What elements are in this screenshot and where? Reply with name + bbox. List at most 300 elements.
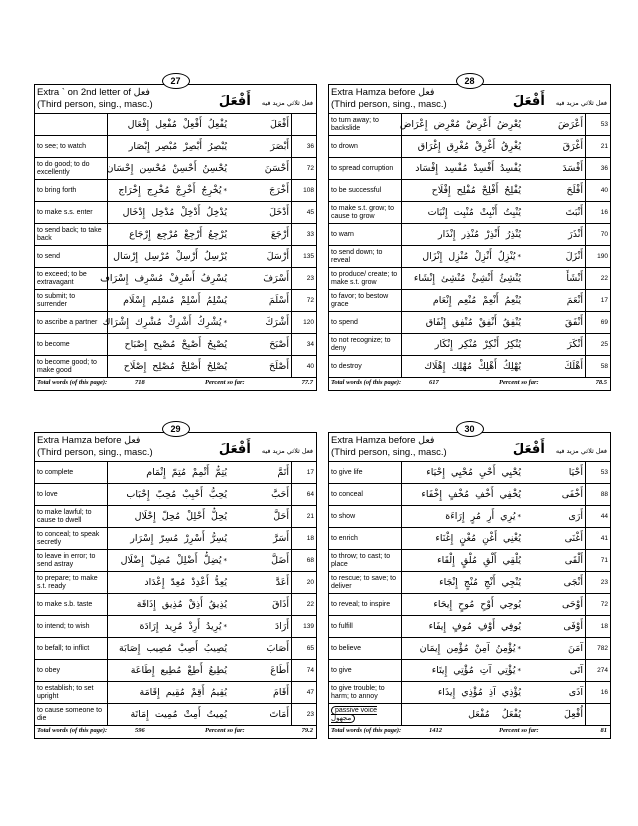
arabic-form: يُفْعَلُ [501,709,521,720]
table-row [35,462,317,484]
table-row [35,290,317,312]
arabic-form: إِرْجَاع [129,229,151,240]
arabic-form: مُصْبِح [153,339,176,350]
arabic-form: يُغْرِقُ [501,141,521,152]
total-label: Total words (of this page): [37,379,108,386]
arabic-forms-cell [108,528,292,550]
lesson-panel-29 [34,424,317,739]
count-cell: 21 [586,136,611,158]
arabic-form: أَمَاتَ [269,709,289,720]
arabic-form: يُصْلِحُ [206,361,227,372]
arabic-forms-cell [108,572,292,594]
count-cell: 20 [292,572,317,594]
verb-table [34,461,317,726]
arabic-form: أَحْبِبْ [182,489,203,500]
arabic-form: إِمَاتَة [130,709,149,720]
table-row [329,136,611,158]
arabic-form: أَحْلِلْ [186,511,206,522]
count-cell: 64 [292,484,317,506]
arabic-form: إِحْبَاب [126,489,150,500]
arabic-form: إِنْبَات [427,207,448,218]
count-cell: 108 [292,180,317,202]
arabic-form: مُصِيب [146,643,172,654]
arabic-form: أَخْرَجَ [269,185,289,196]
arabic-form: أَحْسِنْ [172,163,197,174]
arabic-form: إِهْلَاك [424,361,446,372]
arabic-form: إِحْسَان [106,163,134,174]
arabic-form: مُنْجٍ [463,577,479,588]
count-cell: 40 [292,356,317,378]
table-row [329,616,611,638]
arabic-form: مُفْعِل [155,119,177,130]
count-cell: 22 [292,594,317,616]
arabic-form: مُسْلِم [151,295,175,306]
arabic-form: آمَنَ [568,643,583,654]
table-row [329,550,611,572]
total-label: Total words (of this page): [331,727,402,734]
header-arabic [513,438,607,457]
meaning-cell: to become [35,334,108,356]
arabic-form: آتِ [479,665,492,676]
arabic-form: مُنْفِق [452,317,473,328]
arabic-forms-cell [108,334,292,356]
meaning-cell: to send back; to take back [35,224,108,246]
arabic-form: إِنْذَار [438,229,456,240]
arabic-form: إِغْنَاء [435,533,454,544]
arabic-form: أَفْعَلَ [270,119,289,130]
arabic-forms-cell [108,638,292,660]
header-form: أَفْعَلَ [512,94,545,109]
header-line-1: Extra ` on 2nd letter of فعل [37,87,150,98]
meaning-cell: to spend [329,312,402,334]
table-row [329,356,611,378]
count-cell: 23 [292,268,317,290]
count-cell: 72 [586,594,611,616]
arabic-form: مُنْشِئ [441,273,466,284]
table-row [35,682,317,704]
arabic-form: أَسْلَمَ [268,295,289,306]
arabic-form: أَنْزَلَ [565,251,583,262]
arabic-form: إِسْرَار [130,533,154,544]
arabic-form: مُفْسِد [444,163,468,174]
table-row [329,180,611,202]
table-row [35,572,317,594]
star-mark: * [223,557,227,565]
arabic-forms-cell [402,660,586,682]
meaning-cell: to throw; to cast; to place [329,550,402,572]
count-cell: 23 [292,704,317,726]
arabic-forms-cell [402,550,586,572]
lesson-panel-27 [34,76,317,391]
header-arabic [219,90,313,109]
header-note: فعل ثلاثي مزيد فيه [261,99,313,107]
header-form: أَفْعَلَ [218,442,251,457]
arabic-form: يُخْفِي [499,489,521,500]
meaning-cell: to make lawful; to cause to dwell [35,506,108,528]
arabic-form: يُطِيعُ [208,665,227,676]
count-cell: 41 [586,528,611,550]
arabic-form: إِلْقَاء [437,555,455,566]
meaning-cell: to love [35,484,108,506]
arabic-form: يُذِيقُ [208,599,227,610]
meaning-cell: to establish; to set upright [35,682,108,704]
arabic-forms-cell [402,682,586,704]
arabic-form: مُوحٍ [458,599,475,610]
percent-value: 81 [600,727,607,734]
table-row [329,114,611,136]
meaning-cell: to befall; to inflict [35,638,108,660]
table-row [329,704,611,726]
star-mark: * [517,253,521,261]
arabic-form: يُهْلِكُ [502,361,521,372]
arabic-form: مُؤْذِي [461,687,483,698]
arabic-form: أَنْجِ [484,577,496,588]
count-cell: 18 [292,528,317,550]
arabic-form: مُنْزِل [448,251,469,262]
arabic-form: أَشْرَكَ [265,317,289,328]
meaning-cell: to prepare; to make s.t. ready [35,572,108,594]
count-cell [292,114,317,136]
header-note: فعل ثلاثي مزيد فيه [555,447,607,455]
arabic-forms-cell [402,506,586,528]
total-value: 617 [429,379,439,386]
count-cell: 17 [292,462,317,484]
header-note: فعل ثلاثي مزيد فيه [261,447,313,455]
table-row [329,506,611,528]
table-row [329,572,611,594]
arabic-form: يُؤْذِي [501,687,521,698]
arabic-forms-cell [402,268,586,290]
meaning-cell: to bring forth [35,180,108,202]
count-cell: 88 [586,484,611,506]
meaning-cell: to cause someone to die [35,704,108,726]
table-row [35,136,317,158]
arabic-form: يُعِدُّ [214,577,227,588]
count-cell: 45 [292,202,317,224]
arabic-form: مُلْقٍ [460,555,478,566]
total-value: 596 [135,727,145,734]
arabic-form: إِحْيَاء [426,467,445,478]
total-value: 1412 [429,727,442,734]
table-row [329,158,611,180]
count-cell: 36 [586,158,611,180]
header-line-2: (Third person, sing., masc.) [331,447,447,458]
arabic-forms-cell [108,114,292,136]
arabic-form: أَحَبَّ [271,489,289,500]
meaning-cell: to send down; to reveal [329,246,402,268]
meaning-cell: to favor; to bestow grace [329,290,402,312]
count-cell: 72 [292,290,317,312]
arabic-form: يُرْجِعُ [208,229,227,240]
table-row [329,462,611,484]
meaning-cell: to enrich [329,528,402,550]
arabic-form: مُخْفٍ [448,489,470,500]
table-row [35,594,317,616]
arabic-form: مُحْيِي [450,467,473,478]
arabic-form: إِخْرَاج [118,185,141,196]
table-row [329,682,611,704]
panel-header [34,76,317,113]
arabic-form: مُسْرِف [134,273,164,284]
arabic-form: آمِنْ [474,643,490,654]
header-line-2: (Third person, sing., masc.) [331,99,447,110]
arabic-form: أَشْرِكْ [167,317,192,328]
arabic-forms-cell [108,356,292,378]
arabic-form: أَسْرَفَ [263,273,289,284]
header-note: فعل ثلاثي مزيد فيه [555,99,607,107]
meaning-cell: to give trouble; to harm; to annoy [329,682,402,704]
verb-table [328,461,611,726]
count-cell: 65 [292,638,317,660]
total-label: Total words (of this page): [37,727,108,734]
arabic-form: أَغْنَى [564,533,583,544]
table-row [329,246,611,268]
count-cell: 22 [586,268,611,290]
arabic-form: يُصِيبُ [203,643,227,654]
percent-label: Percent so far: [205,379,245,386]
arabic-form: إِحْلَال [134,511,156,522]
arabic-form: أَنْعِمْ [482,295,499,306]
arabic-form: أَغْرَقَ [562,141,583,152]
arabic-form: يُضِلُّ [203,555,222,566]
arabic-form: أَدْخِلْ [180,207,201,218]
arabic-form: يُتِمُّ [215,467,227,478]
arabic-forms-cell [402,594,586,616]
arabic-form: مُمِيت [154,709,178,720]
arabic-forms-cell [108,616,292,638]
count-cell: 18 [586,616,611,638]
arabic-form: أَدْخَلَ [269,207,289,218]
arabic-form: يُنْفِقُ [502,317,521,328]
arabic-form: إِصَابَة [119,643,141,654]
count-cell: 71 [586,550,611,572]
arabic-forms-cell [402,528,586,550]
meaning-cell: to intend; to wish [35,616,108,638]
meaning-cell [35,114,108,136]
count-cell: 34 [292,334,317,356]
arabic-form: أَلْقَى [564,555,583,566]
arabic-form: أَوْحِ [480,599,494,610]
arabic-forms-cell [402,572,586,594]
arabic-form: إِدْخَال [122,207,146,218]
arabic-forms-cell [102,312,292,334]
arabic-forms-cell [402,462,586,484]
meaning-cell: to do good; to do excellently [35,158,108,180]
arabic-forms-cell [108,484,292,506]
table-row [329,334,611,356]
meaning-cell: to destroy [329,356,402,378]
arabic-form: أَخْرِجْ [175,185,196,196]
arabic-form: إِرَادَة [139,621,159,632]
arabic-form: أَنْبِتْ [479,207,498,218]
arabic-form: يُنْشِئُ [499,273,521,284]
meaning-cell: to spread corruption [329,158,402,180]
meaning-cell: to complete [35,462,108,484]
verb-table [328,113,611,378]
count-cell: 33 [292,224,317,246]
arabic-forms-cell [402,638,586,660]
table-row [35,334,317,356]
meaning-cell: to send [35,246,108,268]
arabic-form: مُنْذِر [461,229,480,240]
arabic-form: يُبْصِرُ [208,141,227,152]
arabic-form: مُحْسِن [139,163,167,174]
arabic-form: إِشْرَاك [102,317,129,328]
arabic-form: أَفْلِحْ [481,185,499,196]
arabic-forms-cell [402,202,586,224]
count-cell: 44 [586,506,611,528]
arabic-form: إِنْزَال [422,251,443,262]
panel-header [34,424,317,461]
table-row [35,158,317,180]
table-row [35,268,317,290]
arabic-form: أَرِ [486,511,495,522]
arabic-forms-cell [402,136,586,158]
arabic-form: مُطِيع [160,665,182,676]
arabic-form: يُنْذِرُ [505,229,521,240]
arabic-form: مُقِيم [165,687,185,698]
arabic-form: أَتَمَّ [277,467,289,478]
arabic-form: يُلْقِي [502,555,521,566]
page-number-badge: 28 [456,73,484,89]
lesson-panel-28 [328,76,611,391]
arabic-form: مُحِبّ [155,489,177,500]
star-mark: * [517,667,521,675]
meaning-cell: to make s.s. enter [35,202,108,224]
arabic-form: مُوفٍ [452,621,472,632]
arabic-form: أَسْلِمْ [180,295,201,306]
table-row [35,484,317,506]
arabic-form: أَرْجِعْ [184,229,203,240]
header-arabic [513,90,607,109]
header-line-1: Extra Hamza before فعل [331,87,435,98]
panel-footer [328,726,611,739]
arabic-form: أَلْقِ [483,555,497,566]
arabic-form: أَطَاعَ [270,665,289,676]
arabic-form: مُضِلّ [149,555,171,566]
header-line-1: Extra Hamza before فعل [331,435,435,446]
arabic-form: أَحَلَّ [273,511,289,522]
table-row [35,550,317,572]
count-cell: 72 [292,158,317,180]
arabic-form: أَنْفِقْ [478,317,497,328]
arabic-form: أَبْصِرْ [183,141,202,152]
table-row [35,356,317,378]
count-cell: 135 [292,246,317,268]
arabic-form: إِيمَان [419,643,441,654]
arabic-form: إِسْلَام [123,295,146,306]
arabic-form: يُرِيدُ [205,621,222,632]
arabic-form: إِرَاءَة [445,511,465,522]
arabic-form: أَسْرِرْ [184,533,205,544]
meaning-cell: to fulfill [329,616,402,638]
verb-table [34,113,317,378]
count-cell: 53 [586,462,611,484]
arabic-form: أَصْلِحْ [180,361,201,372]
arabic-form: إِنْعَام [432,295,452,306]
arabic-forms-cell [108,136,292,158]
arabic-form: أَقِمْ [190,687,205,698]
count-cell: 58 [586,356,611,378]
arabic-form: مُذِيق [161,599,183,610]
arabic-form: آذَى [568,687,583,698]
meaning-cell: to turn away; to backslide [329,114,402,136]
arabic-forms-cell [402,616,586,638]
arabic-forms-cell [402,312,586,334]
meaning-cell: to produce/ create; to make s.t. grow [329,268,402,290]
arabic-form: إِطَاعَة [130,665,155,676]
table-row [35,616,317,638]
arabic-form: أَسَرَّ [273,533,289,544]
arabic-form: إِتْمَام [146,467,166,478]
arabic-form: مُشْرِك [134,317,162,328]
arabic-forms-cell [402,180,586,202]
header-line-1: Extra Hamza before فعل [37,435,141,446]
arabic-form: يُؤْتِي [497,665,516,676]
arabic-forms-cell [108,180,292,202]
arabic-form: مُفْعَل [468,709,490,720]
arabic-form: إِنْشَاء [413,273,436,284]
count-cell: 70 [586,224,611,246]
meaning-cell: to make s.t. grow; to cause to grow [329,202,402,224]
arabic-forms-cell [108,682,292,704]
arabic-form: أَحْيَا [568,467,583,478]
arabic-form: إِفْسَاد [415,163,439,174]
arabic-form: أَنْجَى [563,577,583,588]
arabic-form: أَرِدْ [188,621,200,632]
count-cell: 16 [586,202,611,224]
table-row [35,704,317,726]
arabic-form: آذِ [488,687,496,698]
panel-footer [34,726,317,739]
count-cell: 53 [586,114,611,136]
arabic-form: يُؤْمِنُ [495,643,516,654]
percent-label: Percent so far: [499,379,539,386]
count-cell: 68 [292,550,317,572]
arabic-forms-cell [108,550,292,572]
count-cell: 190 [586,246,611,268]
arabic-form: أَضْلِلْ [176,555,198,566]
arabic-form: إِعْرَاض [399,119,428,130]
arabic-form: أَذَاقَ [272,599,289,610]
arabic-form: يُسْلِمُ [206,295,227,306]
arabic-form: إِيحَاء [433,599,453,610]
arabic-form: يُنْبِتُ [503,207,521,218]
arabic-form: مُرٍ [470,511,481,522]
meaning-cell: to drown [329,136,402,158]
arabic-form: مُغْنٍ [459,533,477,544]
arabic-form: أَعْدِدْ [191,577,209,588]
count-cell: 25 [586,334,611,356]
arabic-form: أَوْفَى [563,621,583,632]
arabic-form: إِفْلَاح [431,185,451,196]
arabic-form: أَعْرِضْ [465,119,492,130]
arabic-form: يُفْسِدُ [500,163,521,174]
arabic-forms-cell [402,334,586,356]
arabic-forms-cell [402,290,586,312]
arabic-forms-cell [108,594,292,616]
meaning-cell: to conceal [329,484,402,506]
arabic-form: أَنْفَقَ [564,317,583,328]
arabic-form: أَخْفِ [475,489,494,500]
table-row [329,594,611,616]
meaning-cell: to leave in error; to send astray [35,550,108,572]
arabic-form: أَنْزِلْ [474,251,492,262]
table-row [35,312,317,334]
panel-header [328,76,611,113]
arabic-form: أَعْرَضَ [557,119,583,130]
header-form: أَفْعَلَ [512,442,545,457]
